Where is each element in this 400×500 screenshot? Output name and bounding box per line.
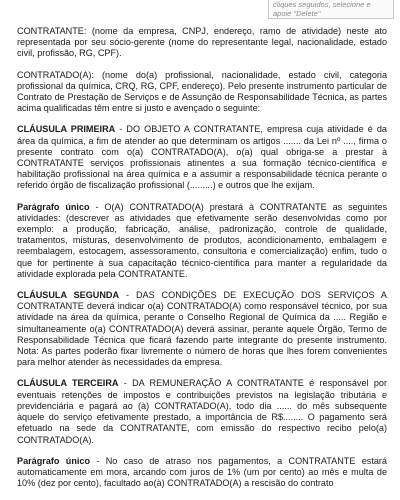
contract-party-contratante [17,26,387,60]
clause-first [17,124,387,191]
paragraph-text: CONTRATADO(A): (nome do(a) profissional, nacionalidade, estado civil, categoria profissional da química, CRQ, RG, CPF, endereço). Pelo presente instrumento particular de Contrato de Prestação de Serviços e de Assunção de Responsabilidade Técnica, as partes acima qualificadas têm entre si justo e avençado o seguinte: [17,69,387,114]
clause-label: CLÁUSULA SEGUNDA [17,290,120,301]
instruction-note [268,0,394,19]
instruction-note-text: cliques seguidos, selecione e apoie "Delete" [273,0,371,18]
paragraph-text: - DAS CONDIÇÕES DE EXECUÇÃO DOS SERVIÇOS A CONTRATANTE deverá indicar o(a) CONTRATADO(A) como responsável técnico, por sua atividade na área da química, perante o Conselho Regional de Química da ..... Região e simultaneamente o(a) CONTRATADO(A) deverá assinar, perante aquele Órgão, Termo de Responsabilidade Técnica que ficará fazendo parte integrante do presente instrumento. Nota: As partes poderão fixar livremente o número de horas que lhes forem convenientes para melhor atender às necessidades da empresa. [17,290,387,368]
contract-document [17,26,387,499]
clause-label: CLÁUSULA TERCEIRA [17,378,119,389]
clause-third [17,378,387,445]
clause-label: CLÁUSULA PRIMEIRA [17,124,116,135]
clause-label: Parágrafo único [17,201,90,212]
clause-second [17,290,387,368]
contract-party-contratado [17,70,387,115]
paragraph-text: - No caso de atraso nos pagamentos, a CONTRATANTE estará automaticamente em mora, arcando com juros de 1% (um por cento) ao mês e multa de 10% (dez por cento), facultado ao(à) CONTRATADO(A) a rescisão do contrato [17,455,387,489]
paragraph-text: - DA REMUNERAÇÃO A CONTRATANTE é responsável por eventuais retenções de impostos e contribuições previstos na legislação tributária e previdenciária e pagará ao (à) CONTRATADO(A), todo dia ...... do mês subsequente àquele do serviço efetivamente prestado, a importância de R$........ O pagamento será efetuado na sede da CONTRATANTE, com emissão do respectivo recibo pelo(a) CONTRATADO(A). [17,378,387,445]
clause-label: Parágrafo único [17,455,91,466]
paragraph-text: - O(A) CONTRATADO(A) prestará à CONTRATANTE as seguintes atividades: (descrever as atividades que efetivamente serão desenvolvidas como por exemplo: a produção, fabricação, análise, padronização, controle de qualidade, tratamentos, misturas, desenvolvimento de produtos, acondicionamento, embalagem e reembalagem, estocagem, assessoramento, consultoria e comercialização) enfim, tudo o que for pertinente à sua capacitação técnico-científica para manter a regularidade da atividade explorada pela CONTRATANTE. [17,201,387,279]
clause-third-single-paragraph [17,456,387,490]
paragraph-text: - DO OBJETO A CONTRATANTE, empresa cuja atividade é da área da química, a fim de atender ao que determinam os artigos ....... da Lei nº ...., firma o presente contrato com o(a) CONTRATADO(A), o(a) qual obriga-se a prestar à CONTRATANTE serviços profissionais atinentes a sua formação técnico-científica e habilitação profissional na área química e a assumir a responsabilidade técnica perante o referido órgão de fiscalização profissional (.........) e outros que lhe exijam. [17,124,387,191]
clause-first-single-paragraph [17,202,387,280]
paragraph-text: CONTRATANTE: (nome da empresa, CNPJ, endereço, ramo de atividade) neste ato representada por seu sócio-gerente (nome do representante legal, nacionalidade, estado civil, profissão, RG, CPF). [17,26,387,59]
